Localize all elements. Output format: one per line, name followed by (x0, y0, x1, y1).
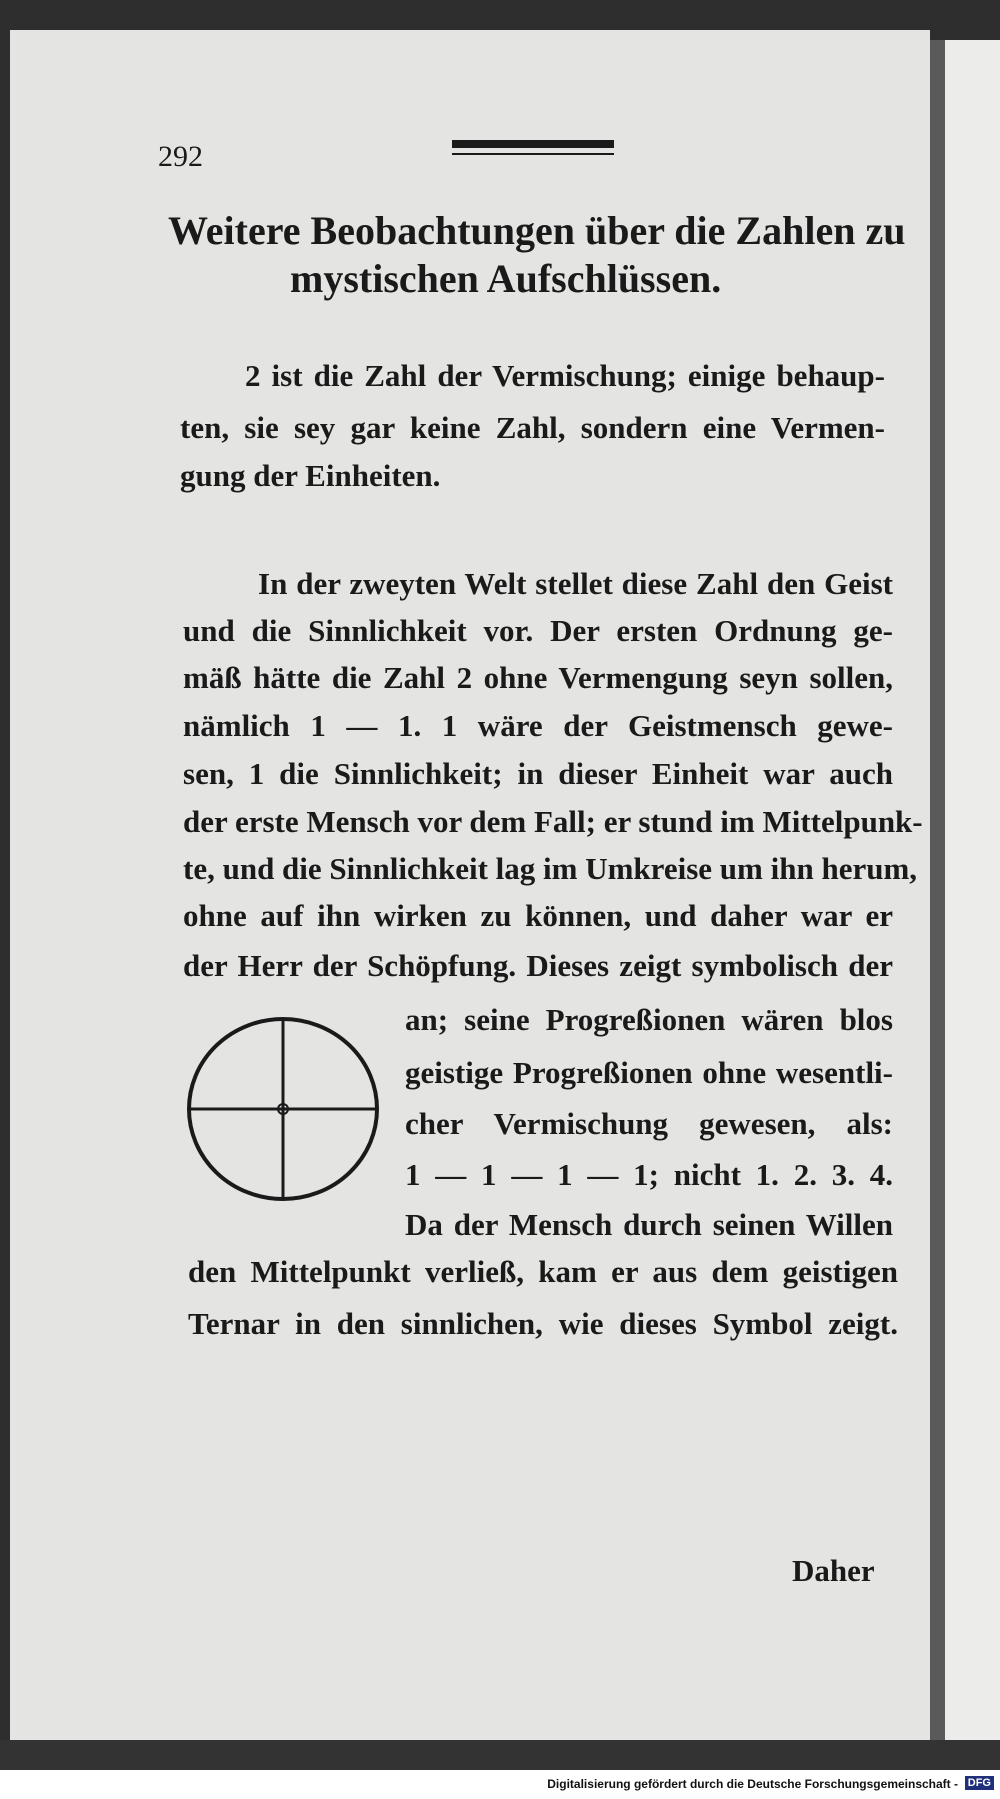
circle-cross-symbol (186, 1015, 380, 1203)
footer-bar (0, 1770, 1000, 1799)
funding-notice: Digitalisierung gefördert durch die Deutsche Forschungsgemeinschaft - (547, 1777, 958, 1791)
p1-line: ten, sie sey gar keine Zahl, sondern eine Vermen- (180, 410, 885, 445)
p2-line: In der zweyten Welt stellet diese Zahl den Geist (258, 566, 893, 601)
header-rule (452, 140, 614, 148)
dfg-logo: DFG (965, 1776, 994, 1790)
side-line: geistige Progreßionen ohne wesentli- (405, 1055, 893, 1090)
side-line: an; seine Progreßionen wären blos (405, 1002, 893, 1037)
title-line-1: Weitere Beobachtungen über die Zahlen zu (168, 208, 906, 253)
p3-line: Ternar in den sinnlichen, wie dieses Symbol zeigt. (188, 1306, 898, 1341)
p2-line: te, und die Sinnlichkeit lag im Umkreise um ihn herum, (183, 851, 918, 886)
p1-line: gung der Einheiten. (180, 458, 441, 493)
p2-line: der Herr der Schöpfung. Dieses zeigt symbolisch der (183, 948, 893, 983)
p2-line: und die Sinnlichkeit vor. Der ersten Ordnung ge- (183, 613, 893, 648)
p2-line: ohne auf ihn wirken zu können, und daher war er (183, 898, 893, 933)
page-number: 292 (158, 140, 203, 173)
side-line: cher Vermischung gewesen, als: (405, 1106, 893, 1141)
p2-line: mäß hätte die Zahl 2 ohne Vermengung seyn sollen, (183, 660, 893, 695)
p3-line: den Mittelpunkt verließ, kam er aus dem geistigen (188, 1254, 898, 1289)
p2-line: der erste Mensch vor dem Fall; er stund im Mittelpunk- (183, 804, 923, 839)
catchword: Daher (792, 1553, 875, 1588)
scan-border (0, 1740, 1000, 1770)
side-line: Da der Mensch durch seinen Willen (405, 1207, 893, 1242)
side-line: 1 — 1 — 1 — 1; nicht 1. 2. 3. 4. (405, 1157, 893, 1192)
next-page-edge (945, 40, 1000, 1740)
p2-line: sen, 1 die Sinnlichkeit; in dieser Einheit war auch (183, 756, 893, 791)
title-line-2: mystischen Aufschlüssen. (290, 256, 722, 301)
p2-line: nämlich 1 — 1. 1 wäre der Geistmensch gewe- (183, 708, 893, 743)
header-rule-thin (452, 153, 614, 155)
p1-line: 2 ist die Zahl der Vermischung; einige behaup- (245, 358, 885, 393)
